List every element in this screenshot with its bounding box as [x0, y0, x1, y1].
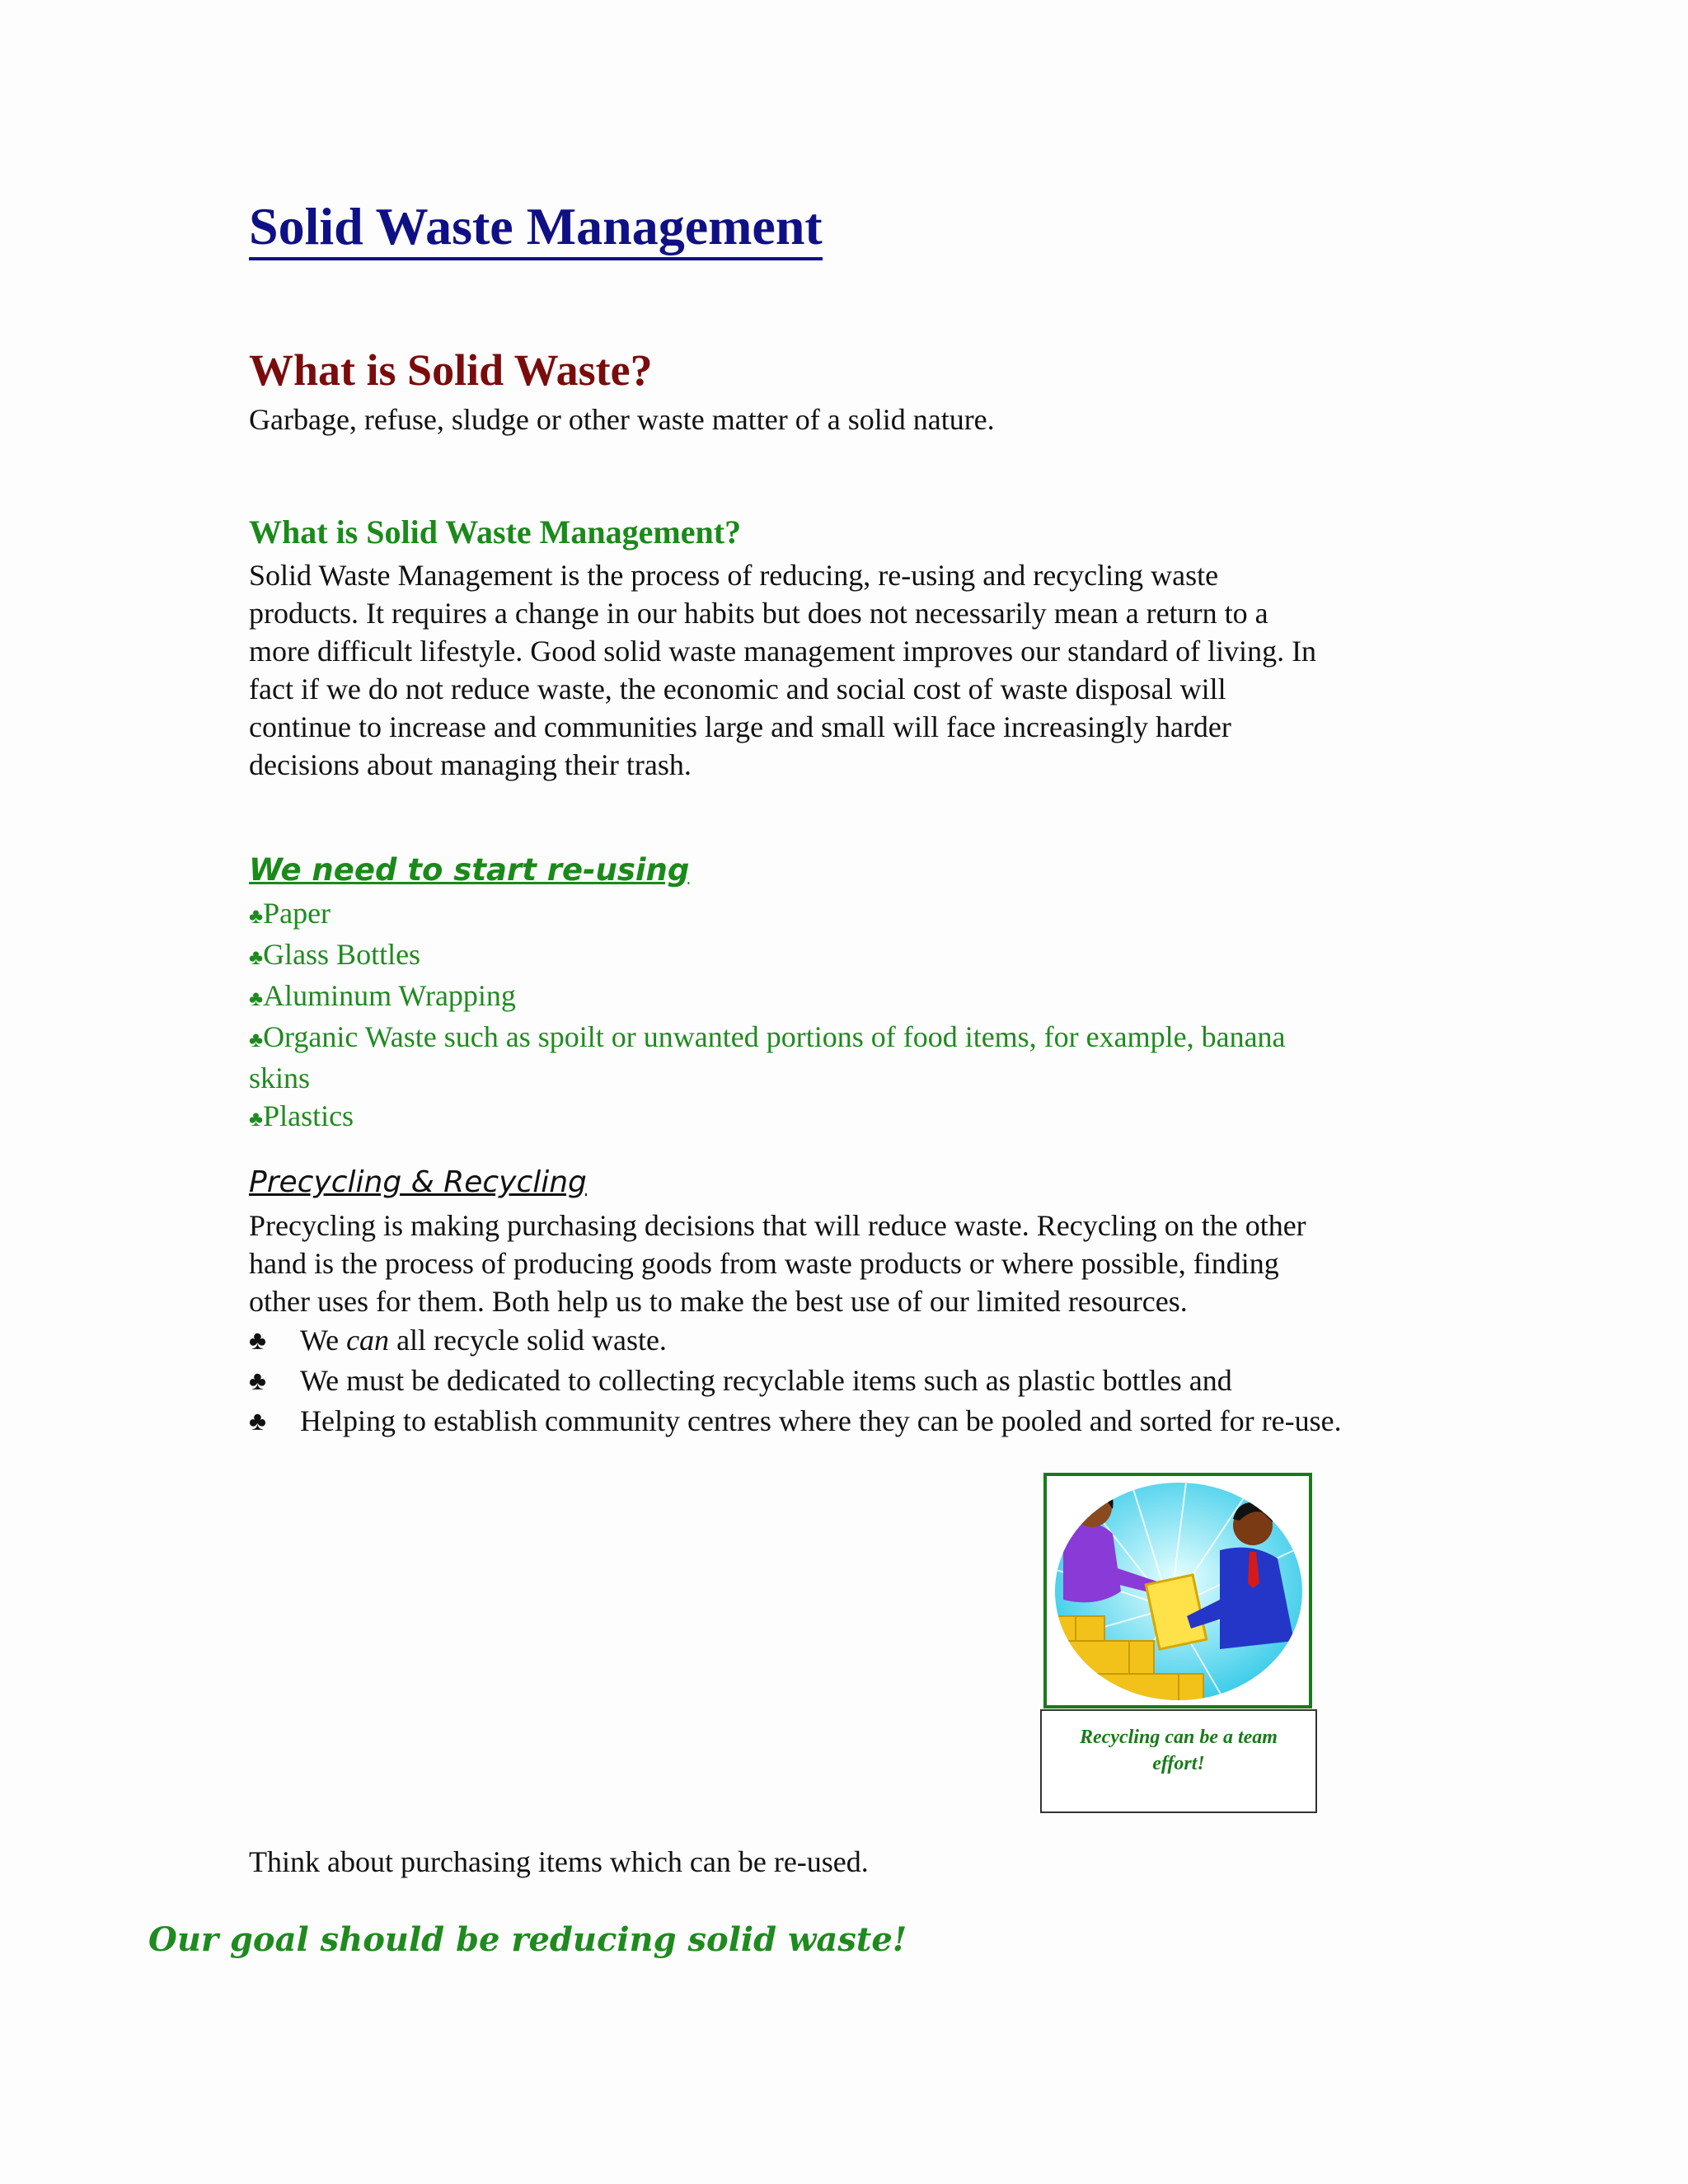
swm-line: products. It requires a change in our habits but does not necessarily mean a return to a	[249, 597, 1268, 630]
figure-caption-line: Recycling can be a team	[1080, 1727, 1278, 1748]
precycling-list	[249, 1323, 1419, 1444]
emphasis-can: can	[346, 1324, 390, 1357]
list-item	[249, 1097, 1452, 1138]
list-item-label: Aluminum Wrapping	[263, 979, 516, 1012]
list-item	[249, 977, 1452, 1018]
list-item	[249, 1018, 1452, 1097]
clubs-bullet-icon: ♣	[249, 945, 264, 969]
precycling-line: Precycling is making purchasing decisions that will reduce waste. Recycling on the other	[249, 1209, 1306, 1242]
bullet-text: We must be dedicated to collecting recyclable items such as plastic bottles and	[300, 1364, 1232, 1397]
list-item-label: Glass Bottles	[263, 938, 421, 971]
list-item-label: Paper	[263, 897, 331, 930]
clubs-bullet-icon: ♣	[249, 1366, 266, 1395]
precycling-line: hand is the process of producing goods from waste products or where possible, finding	[249, 1247, 1279, 1280]
precycling-paragraph	[249, 1207, 1452, 1320]
swm-paragraph	[249, 556, 1452, 784]
list-item	[249, 1404, 1419, 1438]
swm-line: decisions about managing their trash.	[249, 748, 692, 781]
clubs-bullet-icon: ♣	[249, 1028, 264, 1052]
recycling-team-figure	[1040, 1473, 1317, 1813]
page-title: Solid Waste Management	[249, 198, 823, 260]
goal-text: Our goal should be reducing solid waste!	[148, 1920, 907, 1959]
bullet-text-end: all recycle solid waste.	[389, 1324, 667, 1357]
swm-line: fact if we do not reduce waste, the economic and social cost of waste disposal will	[249, 673, 1226, 705]
figure-caption	[1058, 1724, 1299, 1777]
precycling-line: other uses for them. Both help us to make the best use of our limited resources.	[249, 1285, 1188, 1318]
list-item	[249, 1363, 1419, 1398]
recycling-team-illustration	[1043, 1473, 1312, 1708]
list-item-label: Organic Waste such as spoilt or unwanted portions of food items, for example, banana	[263, 1020, 1286, 1053]
swm-line: Solid Waste Management is the process of reducing, re-using and recycling waste	[249, 559, 1219, 592]
clubs-bullet-icon: ♣	[249, 1107, 264, 1131]
list-item	[249, 894, 1452, 935]
list-item	[249, 1323, 1419, 1357]
bullet-text-start: We	[300, 1324, 347, 1357]
solid-waste-heading: What is Solid Waste?	[249, 345, 653, 395]
clubs-bullet-icon: ♣	[249, 904, 264, 928]
reuse-heading: We need to start re-using	[249, 852, 690, 888]
reuse-list	[249, 894, 1452, 1138]
precycling-heading: Precycling & Recycling	[249, 1165, 587, 1199]
clubs-bullet-icon: ♣	[249, 1325, 266, 1355]
think-about-text: Think about purchasing items which can be re-used.	[249, 1845, 869, 1878]
recycling-team-clipart	[1047, 1476, 1309, 1705]
swm-line: continue to increase and communities large and small will face increasingly harder	[249, 710, 1231, 743]
list-item-continuation: skins	[249, 1062, 311, 1094]
clubs-bullet-icon: ♣	[249, 987, 264, 1010]
figure-caption-box	[1040, 1709, 1317, 1813]
bullet-text: Helping to establish community centres where they can be pooled and sorted for re-use.	[300, 1404, 1342, 1437]
list-item-label: Plastics	[263, 1099, 354, 1132]
figure-caption-line: effort!	[1152, 1753, 1205, 1774]
list-item	[249, 935, 1452, 977]
solid-waste-definition: Garbage, refuse, sludge or other waste matter of a solid nature.	[249, 403, 995, 436]
swm-heading: What is Solid Waste Management?	[249, 513, 742, 551]
clubs-bullet-icon: ♣	[249, 1406, 266, 1436]
swm-line: more difficult lifestyle. Good solid waste management improves our standard of living. In	[249, 635, 1317, 668]
